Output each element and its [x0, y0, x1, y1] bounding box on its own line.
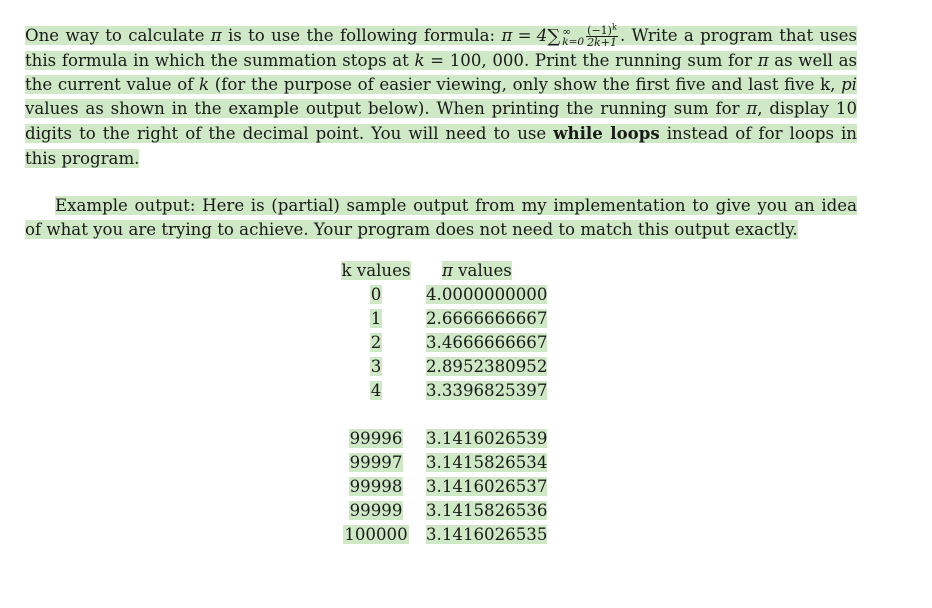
k-value: 100000	[344, 525, 408, 544]
pi-value: 4.0000000000	[426, 285, 548, 304]
example-text: Example output: Here is (partial) sample output from my implementation to give you an idea of what you are trying to achieve. Your program does not need to match this output exactly.	[25, 196, 857, 240]
table-row-k	[338, 500, 414, 521]
fraction-denominator: 2k+1	[587, 36, 617, 50]
k-value: 4	[370, 381, 382, 400]
pi-formula	[501, 24, 620, 49]
table-row-pi	[426, 428, 547, 449]
pi-value: 2.6666666667	[426, 309, 548, 328]
table-row-pi	[426, 476, 547, 497]
k-stop-value: = 100, 000	[424, 50, 524, 70]
pi-value: 3.1416026537	[426, 477, 548, 496]
pi-symbol: π	[746, 99, 758, 119]
pi-value: 3.3396825397	[426, 381, 548, 400]
intro-text: . Print the running sum for	[524, 50, 758, 70]
k-variable: k	[199, 75, 210, 94]
table-row-k	[338, 356, 414, 377]
formula-lhs: π = 4	[501, 26, 548, 46]
k-header-text: k values	[341, 261, 411, 280]
k-value: 1	[370, 309, 382, 328]
sum-glyph: ∑	[547, 25, 561, 47]
while-loops-emphasis: while loops	[553, 123, 660, 144]
intro-text: as well as the current value of	[25, 50, 857, 94]
numerator-exponent: k	[611, 22, 617, 32]
pi-header-text: values	[452, 261, 512, 280]
k-header	[338, 260, 414, 281]
table-row-pi	[426, 284, 547, 305]
sum-upper-limit: ∞	[562, 25, 571, 38]
pi-symbol: π	[757, 50, 769, 70]
table-row-pi	[426, 452, 547, 473]
pi-value: 3.4666666667	[426, 333, 548, 352]
pi-value: 3.1415826536	[426, 501, 548, 520]
intro-text: is to use the following formula:	[221, 26, 502, 45]
k-value: 99997	[349, 453, 403, 472]
intro-text: instead of for loops in this program.	[25, 124, 857, 168]
summation-symbol	[547, 25, 560, 49]
table-row-k	[338, 308, 414, 329]
pi-value: 3.1415826534	[426, 453, 548, 472]
sum-lower-limit: k=0	[562, 35, 585, 48]
table-row-k	[338, 524, 414, 545]
numerator-base: (−1)	[587, 24, 612, 38]
k-value: 2	[370, 333, 382, 352]
table-row-pi	[426, 332, 547, 353]
table-row-k	[338, 284, 414, 305]
pi-symbol: π	[210, 26, 222, 45]
intro-text: . Write a program that uses this formula in which the summation stops at	[25, 26, 857, 70]
k-value: 99998	[349, 477, 403, 496]
k-value: 0	[370, 285, 382, 304]
formula-fraction	[586, 22, 618, 50]
intro-text: One way to calculate	[25, 26, 211, 45]
summation-limits	[562, 27, 584, 47]
pi-symbol: π	[442, 261, 453, 280]
pi-value: 3.1416026535	[426, 525, 548, 544]
intro-text: values as shown in the example output below). When printing the running sum for	[25, 99, 747, 119]
table-row-k	[338, 452, 414, 473]
table-row-pi	[426, 308, 547, 329]
pi-value: 2.8952380952	[426, 357, 548, 376]
pi-value: 3.1416026539	[426, 429, 548, 448]
table-row-k	[338, 476, 414, 497]
table-row-pi	[426, 356, 547, 377]
k-value: 99999	[349, 501, 403, 520]
intro-paragraph	[25, 24, 857, 171]
k-value: 99996	[349, 429, 403, 448]
intro-text: , display 10 digits to the right of the decimal point. You will need to use	[25, 99, 857, 144]
k-value: 3	[370, 357, 382, 376]
intro-text: (for the purpose of easier viewing, only show the first five and last five k,	[209, 75, 842, 94]
table-row-k	[338, 428, 414, 449]
table-row-pi	[426, 500, 547, 521]
k-variable: k	[414, 50, 425, 70]
pi-word: pi	[841, 75, 857, 94]
table-row-pi	[426, 380, 547, 401]
example-paragraph	[25, 194, 857, 242]
pi-header	[442, 260, 512, 281]
table-row-k	[338, 332, 414, 353]
table-row-pi	[426, 524, 547, 545]
table-row-k	[338, 380, 414, 401]
